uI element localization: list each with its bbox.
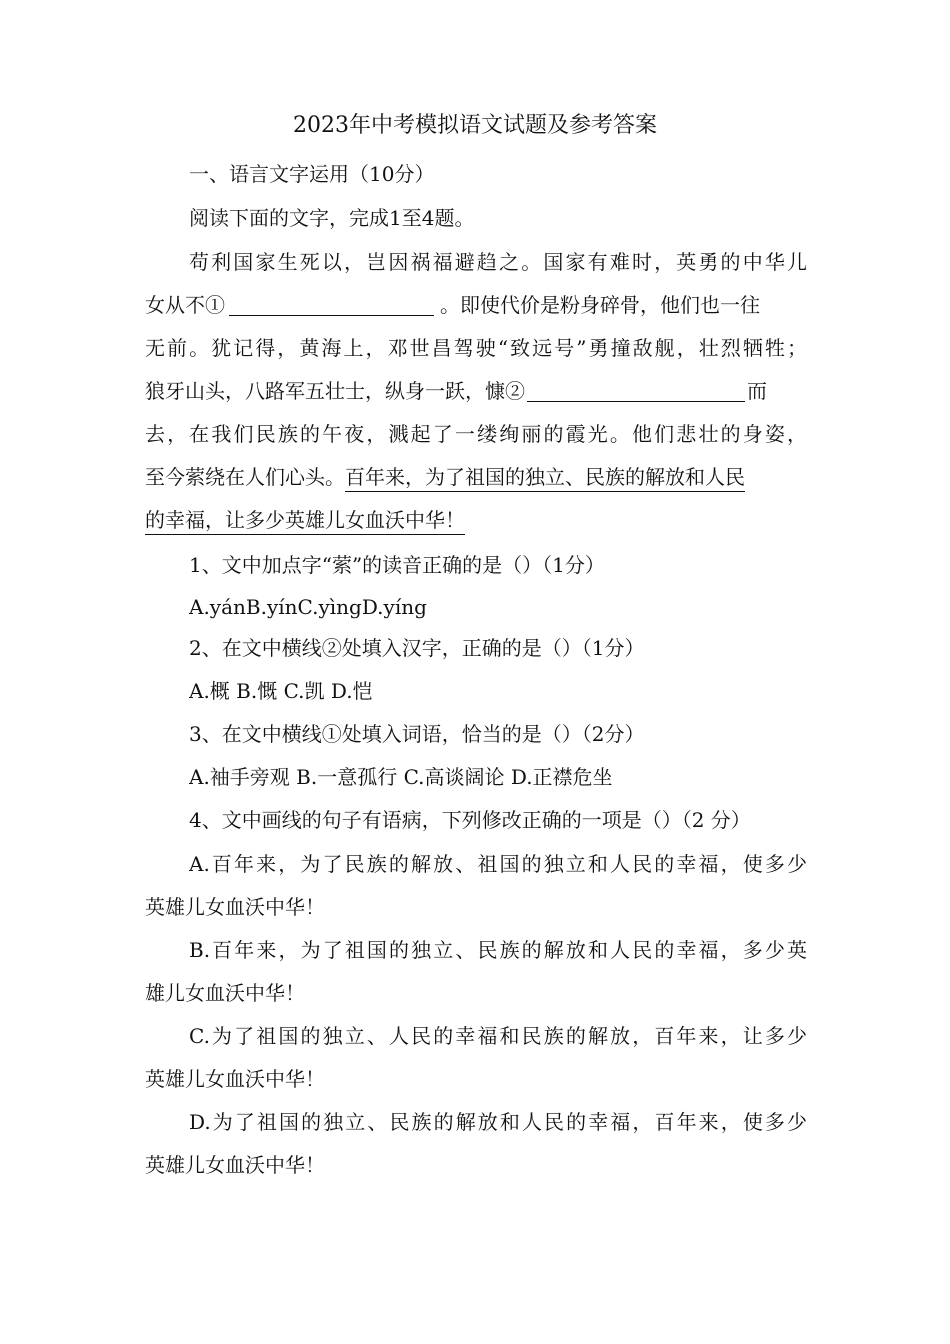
- passage-line: [145, 505, 807, 535]
- underlined-sentence: 百年来，为了祖国的独立、民族的解放和人民: [345, 465, 745, 492]
- passage-line: 苟利国家生死以，岂因祸福避趋之。国家有难时，英勇的中华儿: [189, 250, 807, 274]
- section-heading: 一、语言文字运用（10分）: [189, 162, 435, 186]
- underlined-sentence: 的幸福，让多少英雄儿女血沃中华！: [145, 508, 465, 535]
- passage-text: 狼牙山头，八路军五壮士，纵身一跃，慷②: [145, 379, 525, 403]
- question-2: 2、在文中横线②处填入汉字，正确的是（）（1分）: [189, 636, 645, 660]
- passage-text: 。即使代价是粉身碎骨，他们也一往: [440, 293, 760, 317]
- passage-line: [145, 376, 807, 406]
- question-3: 3、在文中横线①处填入词语，恰当的是（）（2分）: [189, 722, 645, 746]
- option-a: A.百年来，为了民族的解放、祖国的独立和人民的幸福，使多少: [189, 852, 807, 876]
- passage-text: 而: [747, 379, 767, 403]
- question-3-options: A.袖手旁观 B.一意孤行 C.高谈阔论 D.正襟危坐: [189, 765, 613, 789]
- instruction-text: 阅读下面的文字，完成1至4题。: [189, 206, 475, 230]
- passage-text: 至今萦绕在人们心头。: [145, 465, 345, 489]
- passage-line: [145, 290, 807, 320]
- option-b-cont: 雄儿女血沃中华！: [145, 981, 305, 1005]
- passage-line: [145, 462, 807, 492]
- passage-line: 无前。犹记得，黄海上，邓世昌驾驶“致远号”勇撞敌舰，壮烈牺牲；: [145, 336, 807, 360]
- passage-text: 女从不①: [145, 293, 225, 317]
- passage-line: 去，在我们民族的午夜，溅起了一缕绚丽的霞光。他们悲壮的身姿，: [145, 422, 807, 446]
- option-c-cont: 英雄儿女血沃中华！: [145, 1067, 325, 1091]
- answer-blank-2: [527, 379, 745, 402]
- option-a-cont: 英雄儿女血沃中华！: [145, 895, 325, 919]
- page-title: 2023年中考模拟语文试题及参考答案: [293, 113, 657, 138]
- question-2-options: A.概 B.慨 C.凯 D.恺: [189, 679, 373, 703]
- question-1: 1、文中加点字“萦”的读音正确的是（）（1分）: [189, 553, 605, 577]
- answer-blank-1: [229, 293, 434, 316]
- option-d: D.为了祖国的独立、民族的解放和人民的幸福，百年来，使多少: [189, 1110, 807, 1134]
- option-b: B.百年来，为了祖国的独立、民族的解放和人民的幸福，多少英: [189, 938, 807, 962]
- option-d-cont: 英雄儿女血沃中华！: [145, 1153, 325, 1177]
- question-1-options: A.yánB.yínC.yìngD.yíng: [189, 595, 427, 619]
- question-4: 4、文中画线的句子有语病，下列修改正确的一项是（）（2 分）: [189, 808, 751, 832]
- option-c: C.为了祖国的独立、人民的幸福和民族的解放，百年来，让多少: [189, 1024, 807, 1048]
